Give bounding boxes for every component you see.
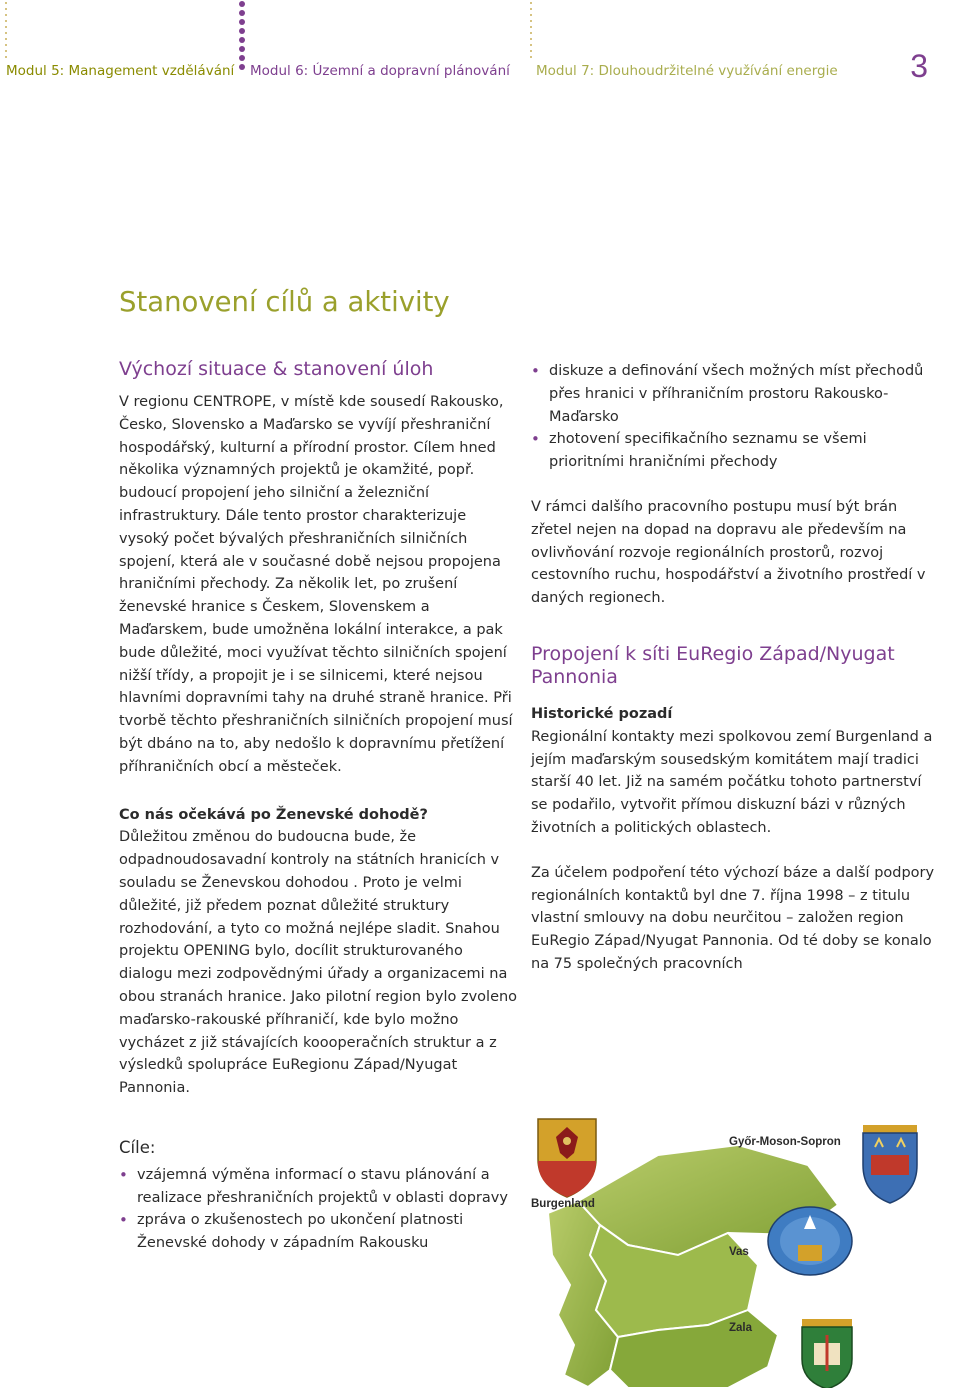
aims-section (119, 1137, 519, 1255)
task-list (531, 360, 941, 474)
paragraph-history: Regionální kontakty mezi spolkovou zemí Burgenland a jejím maďarským sousedským komitátem mají tradici starší 40 let. Již na samém počátku tohoto partnerství se podařilo, vytvořit přímou diskuzní bázi v různých životních a politických oblastech. (531, 728, 933, 836)
heading-history: Historické pozadí (531, 705, 673, 722)
region-map (478, 1105, 960, 1388)
region-map-graphic (478, 1105, 960, 1388)
gyor-coat-of-arms (863, 1125, 917, 1203)
page-header (0, 0, 960, 90)
spacer (531, 840, 941, 862)
aims-heading: Cíle: (119, 1138, 156, 1157)
paragraph-workflow: V rámci dalšího pracovního postupu musí být brán zřetel nejen na dopad na dopravu ale především na ovlivňování rozvoje regionálních prostorů, rozvoj cestovního ruchu, hospodářství a životního prostředí v daných regionech. (531, 498, 926, 607)
module7-label: Modul 7: Dlouhoudržitelné využívání energie (536, 63, 838, 79)
page-title: Stanovení cílů a aktivity (119, 286, 450, 318)
burgenland-coat-of-arms (538, 1119, 596, 1197)
spacer (531, 610, 941, 643)
heading-initial-situation: Výchozí situace & stanovení úloh (119, 358, 434, 380)
label-vas: Vas (729, 1246, 749, 1258)
aims-item: • zpráva o zkušenostech po ukončení platnosti Ženevské dohody v západním Rakousku (119, 1209, 519, 1255)
module5-label: Modul 5: Management vzdělávání (6, 63, 235, 79)
paragraph-geneva: Důležitou změnou do budoucna bude, že odpadnoudosavadní kontroly na státních hranicích v souladu se Ženevskou dohodou . Proto je velmi důležité, již předem poznat důležité struktury rozhodování, a tyto co možná nejlépe sladit. Snahou projektu OPENING bylo, docílit strukturovaného dialogu mezi zodpovědnými úřady a organizacemi na obou stranách hranice. Jako pilotní region bylo zvoleno maďarsko-rakouské příhraničí, kde bylo možno vycházet z již stávajících koooperačních struktur a z výsledků spolupráce EuRegionu Západ/Nyugat Pannonia. (119, 829, 518, 1097)
dot-column-2 (239, 0, 247, 70)
page-number: 3 (910, 48, 928, 84)
spacer (531, 474, 941, 496)
aims-item: • vzájemná výměna informací o stavu plánování a realizace přeshraničních projektů v oblasti dopravy (119, 1164, 519, 1210)
task-item: • zhotovení specifikačního seznamu se všemi prioritními hraničními přechody (531, 428, 941, 474)
heading-geneva: Co nás očekává po Ženevské dohodě? (119, 806, 428, 823)
dot-column-3 (528, 0, 536, 58)
label-burgenland: Burgenland (531, 1198, 595, 1210)
spacer (119, 779, 519, 804)
vas-coat-of-arms (768, 1207, 852, 1275)
dot-column-1 (3, 0, 11, 58)
task-item: • diskuze a definování všech možných míst přechodů přes hranici v příhraničním prostoru Rakousko-Maďarsko (531, 360, 941, 428)
aims-list (119, 1164, 519, 1255)
left-column (119, 358, 519, 1100)
heading-euregio: Propojení k síti EuRegio Západ/Nyugat Pannonia (531, 642, 895, 688)
label-gyor: Győr-Moson-Sopron (729, 1136, 841, 1148)
right-column (531, 360, 941, 976)
zala-coat-of-arms (802, 1319, 852, 1388)
label-zala: Zala (729, 1322, 753, 1334)
module6-label: Modul 6: Územní a dopravní plánování (250, 63, 510, 79)
paragraph-initial-situation: V regionu CENTROPE, v místě kde sousedí Rakousko, Česko, Slovensko a Maďarsko se vyvíjí přeshraniční hospodářský, kulturní a přírodní prostor. Cílem hned několika významných projektů je okamžité, popř. budoucí propojení jeho silniční a železniční infrastruktury. Dále tento prostor charakterizuje vysoký počet bývalých přeshraničních silničních spojení, která ale v současné době nejsou propojena hraničními přechody. Za několik let, po zrušení ženevské hranice s Českem, Slovenskem a Maďarskem, bude umožněna lokální interakce, a pak bude důležité, moci využívat těchto silničních spojení nižší třídy, a propojit je i se silnicemi, které nejsou hlavními dopravními tahy na druhé straně hranice. Při tvorbě těchto přeshraničních silničních propojení musí být dbáno na to, aby nedošlo k dopravnímu přetížení příhraničních obcí a městeček. (119, 394, 513, 775)
paragraph-founding: Za účelem podpoření této výchozí báze a další podpory regionálních kontaktů byl dne 7. října 1998 – z titulu vlastní smlouvy na dobu neurčitou – založen region EuRegio Západ/Nyugat Pannonia. Od té doby se konalo na 75 společných pracovních (531, 864, 935, 972)
